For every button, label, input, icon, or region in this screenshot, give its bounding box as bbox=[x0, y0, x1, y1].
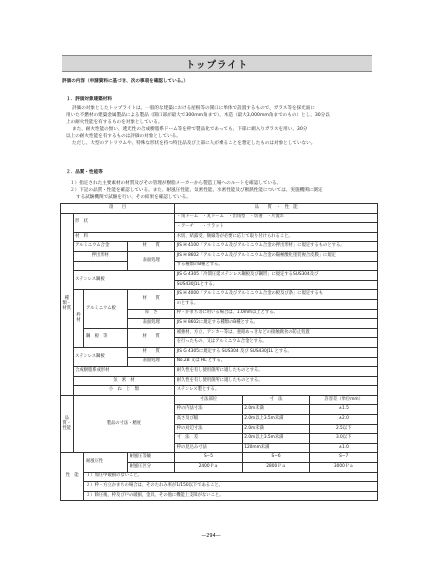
alusheet-finish-label: 表面処理 bbox=[128, 319, 175, 329]
table-row bbox=[61, 251, 378, 261]
steel-mat-label: 材 質 bbox=[128, 328, 175, 347]
page-title: トップライト bbox=[185, 60, 249, 71]
screw-label: 小 ね じ 類 bbox=[73, 386, 175, 396]
table-row bbox=[61, 386, 378, 396]
sus-label: ステンレス鋼板 bbox=[73, 347, 128, 366]
dim-size: 2.0m以上3.5m未満 bbox=[242, 415, 310, 425]
perf-note: ３）除圧後、枠及び戸の破損、金具、その他に機能上支障がないこと。 bbox=[84, 491, 378, 501]
alusheet-finish-value: JIS H 8602に規定する種類のB種とする。 bbox=[175, 319, 378, 329]
page-number: —294— bbox=[201, 533, 221, 539]
category-frame: 枠材 bbox=[73, 290, 84, 348]
steel-mat-value: 補強材、方立、アンカー等は、亜鉛めっきなどの接触腐食の防止処置 bbox=[175, 328, 378, 338]
table-row bbox=[61, 482, 378, 492]
category-perf: 性 能 bbox=[61, 453, 84, 501]
dim-part: 枠の対辺寸法 bbox=[175, 424, 243, 434]
resin-value: 耐久性を有し使用箇所に適したものとする。 bbox=[175, 367, 378, 377]
table-row bbox=[61, 453, 378, 463]
spec-table bbox=[60, 203, 378, 501]
sec1-line: 評価の対象としたトップライトは、一般的な建築における屋根等の開口に単体で設置するもので、ガラス等を採光面に bbox=[72, 106, 315, 111]
dim-part: 枠の見込み寸法 bbox=[175, 443, 243, 453]
seal-value: 耐久性を有し使用箇所に適したものとする。 bbox=[175, 376, 378, 386]
table-header-row bbox=[61, 204, 378, 214]
dim-tol: ±1.5 bbox=[310, 405, 378, 415]
steel-label: 鋼 板 等 bbox=[84, 328, 128, 347]
dim-label: 製品の寸法・精度 bbox=[73, 395, 175, 453]
wind-label: 耐風圧性 bbox=[84, 453, 128, 472]
alusheet-label: アルミニウム板 bbox=[84, 290, 128, 328]
table-row bbox=[61, 472, 378, 482]
wind-pa: 2400Ｐａ bbox=[175, 463, 243, 473]
shape-label: 形 状 bbox=[73, 213, 175, 232]
category-quality: 品質・性能 bbox=[61, 395, 74, 453]
table-row bbox=[61, 395, 378, 405]
alu-finish-value: する種類のB種とする。 bbox=[175, 261, 378, 271]
alusheet-mat-value: JIS H 4000「アルミニウム及びアルミニウム合金の板及び条」に規定するも bbox=[175, 290, 378, 300]
dim-head: 許容差（単位mm） bbox=[310, 395, 378, 405]
resin-label: 合成樹脂系成形材 bbox=[73, 367, 175, 377]
sec2-heading: ２．品質・性能等 bbox=[66, 170, 103, 175]
alusheet-mat-value: のとする。 bbox=[175, 299, 378, 309]
sec2-line: する試験機関で試験を行い、その結果を確認している。 bbox=[76, 195, 191, 200]
steel-mat-value: を行ったもの、又はアルミニウム合金とする。 bbox=[175, 338, 378, 348]
cover-value: 水切、結露受、額縁等が必要に応じて取り付けられること。 bbox=[175, 232, 378, 242]
dim-size: 2.0m以上3.5m未満 bbox=[242, 434, 310, 444]
wind-grade: S−7 bbox=[310, 453, 378, 463]
header-quality: 品 質 ・ 性 能 bbox=[175, 204, 378, 214]
table-row bbox=[61, 376, 378, 386]
perf-note: １）加圧中破損のないこと。 bbox=[84, 472, 378, 482]
sec2-line: ２）下記の品質・性能を確認している。また、耐風圧性能、気密性能、水密性能及び断熱性能については、実施機関に測定 bbox=[70, 188, 323, 193]
alu-finish-label: 表面処理 bbox=[128, 251, 175, 270]
dim-head: 寸 法 bbox=[242, 395, 310, 405]
dim-tol: 2.5以下 bbox=[310, 424, 378, 434]
perf-note: ２）枠・方立かまちの場合は、そのたわみ率が1/150以下であること。 bbox=[84, 482, 378, 492]
table-row bbox=[61, 232, 378, 242]
wind-pa-label: 耐風圧区分 bbox=[128, 463, 175, 473]
stainless-value: SUS430J1Lとする。 bbox=[175, 280, 378, 290]
stainless-value: JIS G 4305「冷間圧延ステンレス鋼板及び鋼帯」に規定するSUS304及び bbox=[175, 271, 378, 281]
wind-pa: 3000Ｐａ bbox=[310, 463, 378, 473]
table-row bbox=[61, 347, 378, 357]
sec2-line: １）指定された主要素材の材質及びその管理が樹脂メーカーから製造工場へのルートを確認している。 bbox=[70, 181, 282, 186]
wind-grade: S−5 bbox=[175, 453, 243, 463]
alusheet-mat-label: 材 質 bbox=[128, 290, 175, 309]
table-row bbox=[61, 242, 378, 252]
alusheet-thick-label: 厚 さ bbox=[128, 309, 175, 319]
dim-size: 120mm未満 bbox=[242, 443, 310, 453]
dim-part: 枠の内法寸法 bbox=[175, 405, 243, 415]
table-row bbox=[61, 213, 378, 223]
alu-mat-label: 材 質 bbox=[128, 242, 175, 252]
alu-mat-value: JIS H 4100「アルミニウム及びアルミニウム合金の押出形材」に規定するものとする。 bbox=[175, 242, 378, 252]
stainless-label: ステンレス鋼板 bbox=[73, 271, 175, 290]
sec1-line: 以上の耐火性能を有するものは評価の対象としている。 bbox=[66, 134, 181, 139]
alu-finish-value: JIS H 8602「アルミニウム及びアルミニウム合金の陽極酸化塗装複合皮膜」に規定 bbox=[175, 251, 378, 261]
sus-finish-value: No.2B 又は HL とする。 bbox=[175, 357, 378, 367]
wind-grade: S−6 bbox=[242, 453, 310, 463]
table-row bbox=[61, 367, 378, 377]
dim-part: 寸 法 差 bbox=[175, 434, 243, 444]
dim-head: 寸法部位 bbox=[175, 395, 243, 405]
shape-value: ・角ドーム ・丸ドーム ・出角型 ・切妻 ・片流れ bbox=[175, 213, 378, 223]
wind-pa: 2800Ｐａ bbox=[242, 463, 310, 473]
dim-part: 高さ及び幅 bbox=[175, 415, 243, 425]
table-row bbox=[61, 290, 378, 300]
dim-tol: ±1.0 bbox=[310, 443, 378, 453]
sec1-heading: １．評価対象建築材料 bbox=[66, 97, 112, 102]
dim-tol: ±2.0 bbox=[310, 415, 378, 425]
dim-size: 2.0m未満 bbox=[242, 405, 310, 415]
cover-label: 材 料 bbox=[73, 232, 175, 242]
table-row bbox=[61, 261, 378, 271]
sec1-line: ただし、大型のアトリウムや、特殊な形状を持つ特注品及び上部に人が乗ることを想定したものは対象としていない。 bbox=[72, 141, 316, 146]
wind-grade-label: 耐風圧等級 bbox=[128, 453, 175, 463]
alu-extrude-label: 押出形材 bbox=[73, 251, 128, 261]
sec1-line: 用いた不燃材の建築金属製品による製品（開口部が最大で300mm角まで）、木造（最大3,000mm角までのもの）とし、30分以 bbox=[66, 113, 330, 118]
alusheet-thick-value: 枠・かまち等に用いる場合は、1.0mm以上とする。 bbox=[175, 309, 378, 319]
sus-finish-label: 表面処理 bbox=[128, 357, 175, 367]
sus-mat-value: JIS G 4305に規定する SUS304 及び SUS430J1L とする。 bbox=[175, 347, 378, 357]
screw-value: ステンレス製とする。 bbox=[175, 386, 378, 396]
header-item: 項 目 bbox=[61, 204, 175, 214]
category-material: 種類・材質 bbox=[61, 213, 74, 395]
dim-size: 2.0m未満 bbox=[242, 424, 310, 434]
seal-label: 気 密 材 bbox=[73, 376, 175, 386]
sec1-line: 上の耐火性能を有するものを対象としている。 bbox=[66, 120, 163, 125]
sus-mat-label: 材 質 bbox=[128, 347, 175, 357]
table-row bbox=[61, 491, 378, 501]
sec1-line: また、耐火性能の無い、透光性の合成樹脂系ドーム等を枠で製品化であっても、下部に網入りガラスを用い、30分 bbox=[72, 127, 308, 132]
table-row bbox=[61, 271, 378, 281]
alu-label: アルミニウム合金 bbox=[73, 242, 128, 252]
intro-text: 評価の内容（申請資料に基づき、次の事項を確認している。） bbox=[62, 79, 189, 84]
title-bar bbox=[62, 55, 372, 72]
table-row bbox=[61, 328, 378, 338]
dim-tol: 3.0以下 bbox=[310, 434, 378, 444]
shape-value: ・アーチ ・フラット bbox=[175, 223, 378, 233]
